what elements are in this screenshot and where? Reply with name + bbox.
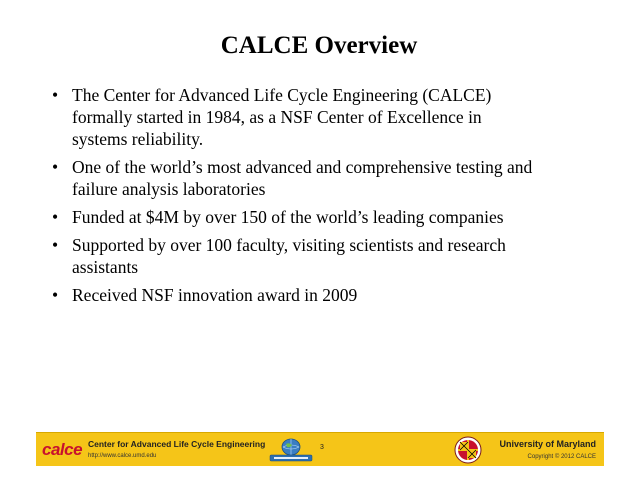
bullet-marker: • — [52, 85, 59, 105]
bullet-line: The Center for Advanced Life Cycle Engineering (CALCE) — [72, 85, 492, 105]
bullet-line: Supported by over 100 faculty, visiting scientists and research — [72, 235, 506, 255]
bullet-list — [52, 84, 612, 312]
copyright-text: Copyright © 2012 CALCE — [527, 454, 596, 460]
bullet-line: Received NSF innovation award in 2009 — [72, 285, 358, 305]
bullet-item — [52, 234, 612, 278]
university-name: University of Maryland — [499, 439, 596, 449]
slide-footer — [36, 432, 604, 466]
center-name: Center for Advanced Life Cycle Engineering — [88, 439, 266, 449]
bullet-marker: • — [52, 207, 59, 227]
bullet-item — [52, 156, 612, 200]
bullet-line: formally started in 1984, as a NSF Center of Excellence in — [72, 107, 482, 127]
bullet-line: failure analysis laboratories — [72, 179, 266, 199]
slide-title: CALCE Overview — [220, 32, 418, 59]
university-seal-icon — [454, 436, 482, 464]
bullet-marker: • — [52, 285, 59, 305]
calce-logo: calce — [42, 440, 83, 459]
bullet-marker: • — [52, 157, 59, 177]
bullet-item — [52, 84, 612, 150]
bullet-item — [52, 206, 612, 228]
bullet-line: systems reliability. — [72, 129, 204, 149]
center-url[interactable]: http://www.calce.umd.edu — [88, 453, 157, 459]
bullet-line: Funded at $4M by over 150 of the world’s leading companies — [72, 207, 504, 227]
bullet-marker: • — [52, 235, 59, 255]
page-number: 3 — [320, 444, 324, 451]
bullet-line: One of the world’s most advanced and comprehensive testing and — [72, 157, 533, 177]
bullet-item — [52, 284, 612, 306]
bullet-line: assistants — [72, 257, 139, 277]
